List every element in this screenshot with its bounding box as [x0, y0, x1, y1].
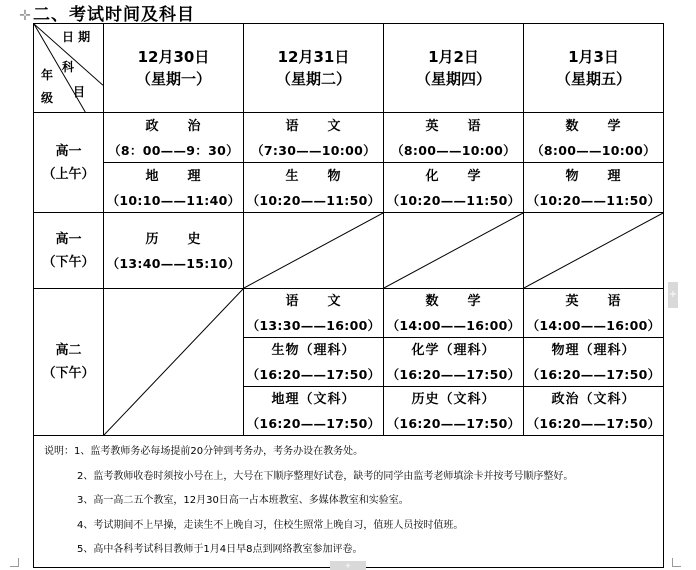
column-header	[524, 24, 664, 113]
column-weekday: （星期二）	[275, 70, 351, 88]
subject-label: 物 理	[565, 168, 622, 184]
table-bottom-resize-handle[interactable]: +	[330, 561, 366, 570]
corner-date-label: 日 期	[62, 30, 91, 44]
exam-cell	[244, 338, 384, 387]
column-date: 1月2日	[428, 48, 479, 66]
exam-cell	[384, 113, 524, 163]
time-label: （8:00——10:00）	[391, 142, 516, 158]
exam-cell	[244, 387, 384, 436]
exam-cell	[384, 338, 524, 387]
subject-label: 地理（文科）	[271, 392, 356, 407]
empty-cell	[384, 213, 524, 289]
page-corner-mark	[10, 558, 19, 567]
notes-cell	[34, 436, 664, 568]
time-label: （16:20——17:50）	[526, 416, 661, 431]
corner-grade-label-top: 年	[41, 68, 54, 82]
grade-label: 高二	[55, 343, 82, 358]
exam-cell	[244, 289, 384, 338]
subject-label: 地 理	[145, 168, 202, 184]
note-line: 4、考试期间不上早操，走读生不上晚自习，住校生照常上晚自习，值班人员按时值班。	[77, 519, 464, 531]
corner-grade-label-bottom: 级	[41, 91, 54, 105]
empty-cell-diagonal	[104, 289, 243, 435]
time-label: （10:20——11:50）	[386, 192, 521, 208]
corner-subject-label-bottom: 目	[73, 85, 86, 99]
note-line: 2、监考教师收卷时须按小号在上，大号在下顺序整理好试卷，缺考的同学由监考老师填涂卡并按考号顺序整好。	[77, 470, 574, 482]
time-label: （10:20——11:50）	[246, 192, 381, 208]
exam-cell	[384, 289, 524, 338]
corner-header-cell	[34, 24, 104, 113]
section-title: 二、考试时间及科目	[33, 5, 195, 25]
time-label: （16:20——17:50）	[526, 367, 661, 382]
subject-label: 英 语	[425, 118, 482, 134]
subject-label: 生物（理科）	[271, 343, 356, 358]
time-label: （16:20——17:50）	[246, 367, 381, 382]
subject-label: 历 史	[145, 231, 202, 247]
time-label: （13:40——15:10）	[106, 255, 241, 271]
time-label: （14:00——16:00）	[526, 318, 661, 333]
column-weekday: （星期四）	[415, 70, 491, 88]
empty-cell	[104, 289, 244, 436]
empty-cell	[244, 213, 384, 289]
subject-label: 数 学	[425, 294, 482, 309]
grade-label: 高一	[55, 231, 82, 247]
empty-cell-diagonal	[244, 213, 383, 288]
exam-cell	[384, 387, 524, 436]
exam-cell	[244, 113, 384, 163]
table-side-resize-handle[interactable]: +	[668, 282, 678, 308]
subject-label: 化 学	[425, 168, 482, 184]
table-row	[34, 113, 664, 163]
table-row	[34, 163, 664, 213]
page-corner-mark	[672, 558, 681, 567]
table-row	[34, 289, 664, 338]
grade-label: 高一	[55, 143, 82, 159]
time-label: （16:20——17:50）	[246, 416, 381, 431]
subject-label: 政治（文科）	[551, 392, 636, 407]
exam-cell	[104, 113, 244, 163]
time-label: （7:30——10:00）	[251, 142, 376, 158]
empty-cell	[524, 213, 664, 289]
subject-label: 政 治	[145, 118, 202, 134]
subject-label: 历史（文科）	[411, 392, 496, 407]
note-line: 3、高一高二五个教室，12月30日高一占本班教室、多媒体教室和实验室。	[77, 495, 409, 506]
time-label: （8：00——9：30）	[108, 142, 239, 158]
column-header	[104, 24, 244, 113]
column-date: 12月30日	[137, 48, 210, 66]
session-label: （下午）	[42, 366, 95, 381]
note-line: 说明：1、监考教师务必每场提前20分钟到考务办，考务办设在教务处。	[44, 446, 364, 457]
exam-cell	[104, 163, 244, 213]
subject-label: 生 物	[285, 168, 342, 184]
subject-label: 物理（理科）	[551, 343, 636, 358]
time-label: （8:00——10:00）	[531, 142, 656, 158]
header-row	[34, 24, 664, 113]
grade-cell	[34, 113, 104, 213]
grade-cell	[34, 213, 104, 289]
time-label: （14:00——16:00）	[386, 318, 521, 333]
column-weekday: （星期一）	[135, 70, 211, 88]
subject-label: 英 语	[565, 294, 622, 309]
column-header	[384, 24, 524, 113]
subject-label: 语 文	[285, 294, 342, 309]
table-move-handle-icon[interactable]: ✛	[19, 8, 31, 24]
exam-schedule-table	[33, 23, 664, 568]
time-label: （16:20——17:50）	[386, 367, 521, 382]
exam-cell	[524, 163, 664, 213]
exam-cell	[524, 387, 664, 436]
exam-cell	[524, 289, 664, 338]
session-label: （上午）	[42, 166, 95, 182]
table-row	[34, 213, 664, 289]
exam-cell	[104, 213, 244, 289]
subject-label: 化学（理科）	[411, 343, 496, 358]
notes-row	[34, 436, 664, 568]
time-label: （10:20——11:50）	[526, 192, 661, 208]
time-label: （10:10——11:40）	[106, 192, 241, 208]
column-header	[244, 24, 384, 113]
session-label: （下午）	[42, 254, 95, 270]
time-label: （16:20——17:50）	[386, 416, 521, 431]
exam-cell	[524, 338, 664, 387]
grade-cell	[34, 289, 104, 436]
subject-label: 数 学	[565, 118, 622, 134]
corner-subject-label-top: 科	[62, 60, 75, 74]
exam-cell	[524, 113, 664, 163]
exam-cell	[384, 163, 524, 213]
column-date: 12月31日	[277, 48, 350, 66]
exam-cell	[244, 163, 384, 213]
column-weekday: （星期五）	[555, 70, 631, 88]
column-date: 1月3日	[568, 48, 619, 66]
note-line: 5、高中各科考试科目教师于1月4日早8点到网络教室参加评卷。	[77, 544, 363, 555]
empty-cell-diagonal	[524, 213, 663, 288]
subject-label: 语 文	[285, 118, 342, 134]
time-label: （13:30——16:00）	[246, 318, 381, 333]
empty-cell-diagonal	[384, 213, 523, 288]
